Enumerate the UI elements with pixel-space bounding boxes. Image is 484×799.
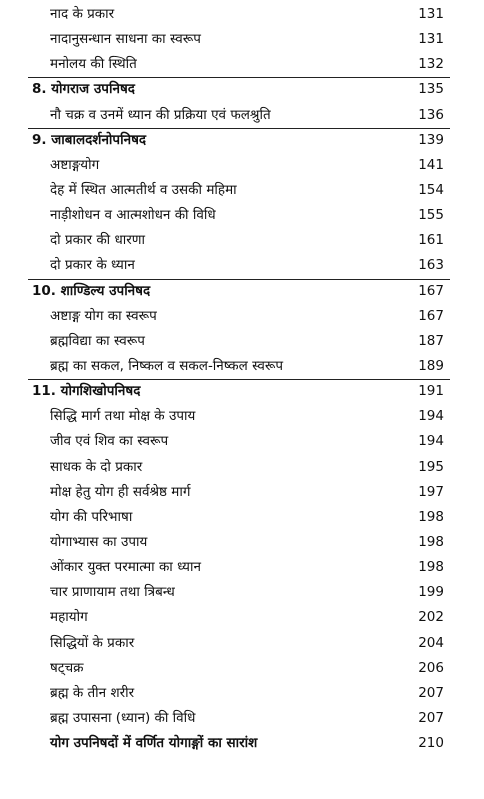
toc-summary-title: योग उपनिषदों में वर्णित योगाङ्गों का सारांश	[50, 735, 258, 752]
toc-entry-title: योगाभ्यास का उपाय	[50, 533, 148, 550]
toc-entry	[0, 103, 484, 128]
toc-entry-title: सिद्धि मार्ग तथा मोक्ष के उपाय	[50, 408, 196, 425]
toc-entry	[0, 2, 484, 27]
toc-entry-page: 197	[418, 483, 444, 500]
toc-entry-title: दो प्रकार की धारणा	[50, 232, 146, 249]
toc-entry-title: नौ चक्र व उनमें ध्यान की प्रक्रिया एवं फलश्रुति	[50, 106, 271, 123]
toc-entry	[0, 329, 484, 354]
toc-entry-title: ब्रह्म उपासना (ध्यान) की विधि	[50, 709, 196, 726]
toc-chapter	[0, 77, 484, 102]
toc-entry-title: नाद के प्रकार	[50, 6, 115, 22]
toc-entry-page: 167	[418, 282, 444, 299]
toc-entry-title: अष्टाङ्गयोग	[50, 156, 100, 173]
toc-entry	[0, 656, 484, 681]
toc-entry-title: ब्रह्मविद्या का स्वरूप	[50, 332, 145, 349]
toc-entry-title: ब्रह्म के तीन शरीर	[50, 684, 135, 701]
toc-entry-title: महायोग	[50, 609, 88, 626]
toc-entry-title: योग की परिभाषा	[50, 508, 133, 525]
toc-entry	[0, 605, 484, 630]
toc-entry	[0, 555, 484, 580]
toc-entry	[0, 580, 484, 605]
toc-entry	[0, 304, 484, 329]
toc-entry-title: साधक के दो प्रकार	[50, 458, 143, 475]
toc-entry-page: 199	[418, 584, 444, 601]
toc-entry-title: सिद्धियों के प्रकार	[50, 634, 135, 651]
toc-entry-title: मोक्ष हेतु योग ही सर्वश्रेष्ठ मार्ग	[50, 483, 191, 500]
toc-entry-page: 191	[418, 383, 444, 400]
toc-entry-page: 204	[418, 634, 444, 651]
toc-entry-page: 136	[418, 106, 444, 123]
toc-entry	[0, 228, 484, 253]
toc-entry-page: 198	[418, 533, 444, 550]
toc-entry-page: 207	[418, 709, 444, 726]
toc-entry-page: 189	[418, 357, 444, 374]
toc-entry-title: अष्टाङ्ग योग का स्वरूप	[50, 307, 157, 324]
toc-chapter-title: 10. शाण्डिल्य उपनिषद	[32, 282, 151, 299]
toc-entry-page: 194	[418, 433, 444, 450]
toc-entry	[0, 203, 484, 228]
toc-chapter-title: 9. जाबालदर्शनोपनिषद	[32, 131, 147, 148]
toc-chapter-title: 11. योगशिखोपनिषद	[32, 383, 141, 400]
toc-entry-page: 161	[418, 232, 444, 249]
toc-entry-title: मनोलय की स्थिति	[50, 56, 137, 73]
toc-entry-title: नादानुसन्धान साधना का स्वरूप	[50, 31, 201, 48]
toc-entry-page: 132	[418, 56, 444, 73]
toc-summary	[0, 731, 484, 756]
toc-entry	[0, 404, 484, 429]
toc-entry-page: 195	[418, 458, 444, 475]
toc-entry-title: चार प्राणायाम तथा त्रिबन्ध	[50, 584, 175, 601]
toc-entry-title: नाड़ीशोधन व आत्मशोधन की विधि	[50, 207, 216, 224]
toc-entry-title: जीव एवं शिव का स्वरूप	[50, 433, 169, 450]
toc-chapter	[0, 379, 484, 404]
table-of-contents	[0, 2, 484, 756]
toc-entry-title: दो प्रकार के ध्यान	[50, 257, 135, 274]
toc-entry-title: षट्चक्र	[50, 659, 84, 676]
toc-entry	[0, 631, 484, 656]
toc-entry-page: 154	[418, 181, 444, 198]
toc-entry-page: 206	[418, 659, 444, 676]
toc-entry-title: ब्रह्म का सकल, निष्कल व सकल-निष्कल स्वरूप	[50, 357, 284, 374]
toc-chapter	[0, 279, 484, 304]
toc-chapter	[0, 128, 484, 153]
toc-entry-page: 198	[418, 508, 444, 525]
toc-entry-page: 194	[418, 408, 444, 425]
toc-entry-page: 155	[418, 207, 444, 224]
toc-entry-page: 131	[418, 6, 444, 22]
toc-entry	[0, 52, 484, 77]
toc-entry	[0, 681, 484, 706]
toc-entry-page: 163	[418, 257, 444, 274]
toc-entry	[0, 153, 484, 178]
toc-entry-title: ओंकार युक्त परमात्मा का ध्यान	[50, 559, 201, 576]
toc-entry-page: 167	[418, 307, 444, 324]
toc-entry-page: 198	[418, 559, 444, 576]
toc-entry	[0, 27, 484, 52]
toc-entry	[0, 429, 484, 454]
toc-entry-page: 135	[418, 81, 444, 98]
toc-entry	[0, 706, 484, 731]
toc-entry	[0, 253, 484, 278]
toc-entry-page: 187	[418, 332, 444, 349]
toc-entry-page: 139	[418, 131, 444, 148]
toc-entry	[0, 530, 484, 555]
toc-entry	[0, 178, 484, 203]
toc-entry-page: 141	[418, 156, 444, 173]
toc-entry-page: 207	[418, 684, 444, 701]
toc-entry	[0, 505, 484, 530]
toc-chapter-title: 8. योगराज उपनिषद	[32, 81, 135, 98]
toc-entry	[0, 480, 484, 505]
toc-entry	[0, 455, 484, 480]
toc-entry-title: देह में स्थित आत्मतीर्थ व उसकी महिमा	[50, 181, 237, 198]
toc-entry-page: 210	[418, 735, 444, 752]
toc-entry	[0, 354, 484, 379]
toc-entry-page: 202	[418, 609, 444, 626]
toc-entry-page: 131	[418, 31, 444, 48]
